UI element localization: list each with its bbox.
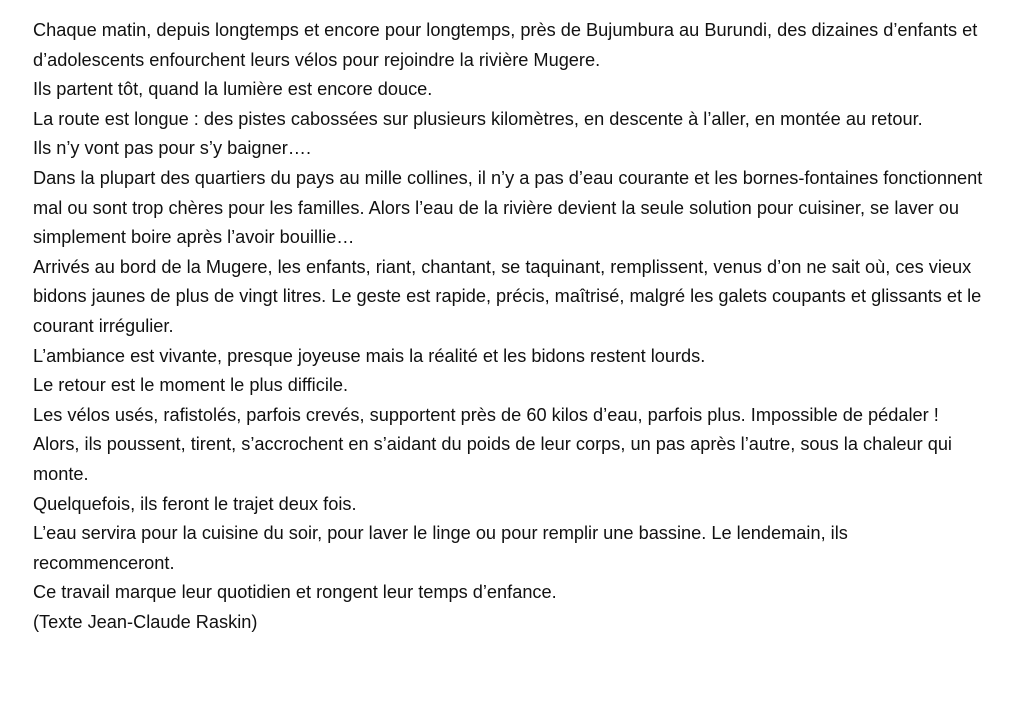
- document-body: [33, 16, 993, 637]
- paragraph-quotidien: Ce travail marque leur quotidien et rongent leur temps d’enfance.: [33, 582, 557, 603]
- paragraph-author-credit: (Texte Jean-Claude Raskin): [33, 611, 258, 632]
- paragraph-poussent: Alors, ils poussent, tirent, s’accrochent en s’aidant du poids de leur corps, un pas après l’autre, sous la chaleur qui monte.: [33, 434, 952, 484]
- paragraph-eau-courante: Dans la plupart des quartiers du pays au mille collines, il n’y a pas d’eau courante et les bornes-fontaines fonctionnent mal ou sont trop chères pour les familles. Alors l’eau de la rivière devient la seule solution pour cuisiner, se laver ou simplement boire après l’avoir bouillie…: [33, 167, 983, 248]
- paragraph-deux-fois: Quelquefois, ils feront le trajet deux fois.: [33, 493, 357, 514]
- paragraph-retour: Le retour est le moment le plus difficile.: [33, 375, 349, 396]
- paragraph-route: La route est longue : des pistes cabossées sur plusieurs kilomètres, en descente à l’aller, en montée au retour.: [33, 108, 923, 129]
- paragraph-riviere: Arrivés au bord de la Mugere, les enfants, riant, chantant, se taquinant, remplissent, venus d’on ne sait où, ces vieux bidons jaunes de plus de vingt litres. Le geste est rapide, précis, maîtrisé, malgré les galets coupants et glissants et le courant irrégulier.: [33, 256, 982, 336]
- paragraph-velos: Les vélos usés, rafistolés, parfois crevés, supportent près de 60 kilos d’eau, parfois plus. Impossible de pédaler !: [33, 404, 939, 425]
- paragraph-usage-eau: L’eau servira pour la cuisine du soir, pour laver le linge ou pour remplir une bassine. Le lendemain, ils recommenceront.: [33, 523, 848, 573]
- paragraph-depart: Ils partent tôt, quand la lumière est encore douce.: [33, 79, 433, 100]
- paragraph-baigner: Ils n’y vont pas pour s’y baigner….: [33, 138, 311, 159]
- paragraph-ambiance: L’ambiance est vivante, presque joyeuse mais la réalité et les bidons restent lourds.: [33, 345, 706, 366]
- paragraph-intro: Chaque matin, depuis longtemps et encore pour longtemps, près de Bujumbura au Burundi, des dizaines d’enfants et d’adolescents enfourchent leurs vélos pour rejoindre la rivière Mugere.: [33, 20, 978, 70]
